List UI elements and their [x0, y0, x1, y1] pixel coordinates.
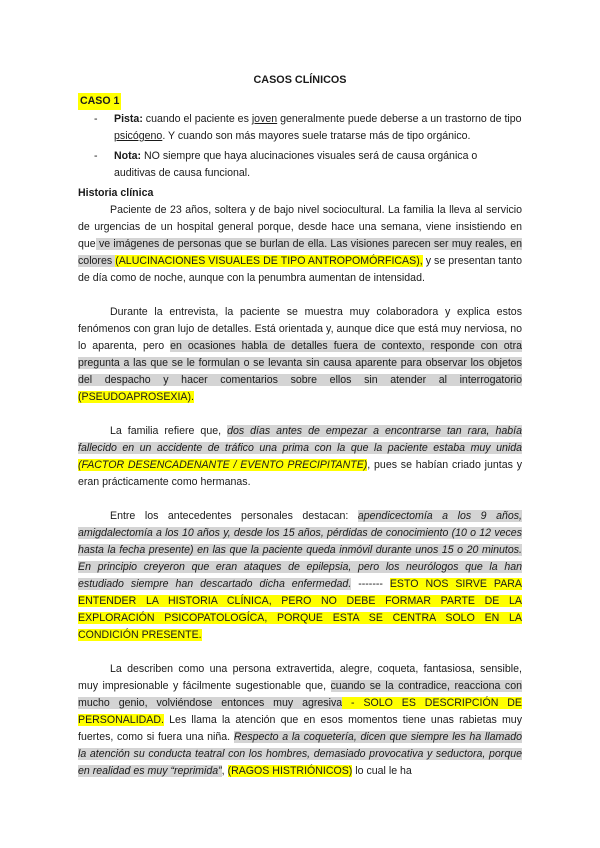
p2-highlight-yellow: (PSEUDOAPROSEXIA).	[78, 391, 194, 403]
p5-text-a: La describen como una persona extravertida, alegre, coqueta, fantasiosa, sensible, muy impresionable y fácilmente sugestionable que,	[78, 663, 522, 692]
spacer	[78, 287, 522, 304]
p1-highlight-gray: ve imágenes de personas que se burlan de ella. Las visiones parecen ser muy reales, en colores	[78, 238, 522, 267]
pista-text-1: cuando el paciente es	[142, 113, 252, 125]
p1-highlight-yellow: (ALUCINACIONES VISUALES DE TIPO ANTROPOMÓRFICAS),	[115, 255, 423, 267]
nota-text: NO siempre que haya alucinaciones visuales será de causa orgánica o auditivas de causa funcional.	[114, 150, 478, 179]
paragraph-4	[78, 508, 522, 644]
paragraph-2	[78, 304, 522, 406]
page-title: CASOS CLÍNICOS	[253, 74, 347, 86]
p3-highlight-yellow-italic: (FACTOR DESENCADENANTE / EVENTO PRECIPITANTE)	[78, 459, 368, 471]
spacer	[78, 644, 522, 661]
p4-highlight-gray-italic: apendicectomía a los 9 años, amigdalectomía a los 10 años y, desde los 15 años, pérdidas de conocimiento (10 o 12 veces hasta la fecha presente) en las que la paciente queda inmóvil durante unos 15 o 20 minutos. En principio creyeron que eran ataques de epilepsia, pero los neurólogos que la han estudiado siempre han descartado dicha enfermedad.	[78, 510, 522, 590]
note-pista	[94, 111, 522, 145]
p1-text-d: y se presentan tanto de día como de noche, aunque con la penumbra aumentan de intensidad.	[78, 255, 522, 284]
p4-separator: -------	[351, 578, 390, 590]
spacer	[78, 491, 522, 508]
pista-text-3: . Y cuando son más mayores suele tratarse más de tipo orgánico.	[162, 130, 471, 142]
paragraph-5	[78, 661, 522, 780]
bullet-dash-icon: -	[94, 150, 98, 162]
paragraph-3	[78, 423, 522, 491]
historia-clinica-heading: Historia clínica	[78, 187, 154, 199]
p5-highlight-gray-italic: Respecto a la coquetería, dicen que siempre les ha llamado la atención su conducta teatral con los hombres, demasiado provocativa y seductora, porque en realidad es muy “reprimida”	[78, 731, 522, 777]
p4-highlight-yellow: ESTO NOS SIRVE PARA ENTENDER LA HISTORIA CLÍNICA, PERO NO DEBE FORMAR PARTE DE LA EXPLORACIÓN PSICOPATOLOGÍCA, PORQUE ESTA SE CENTRA SOLO EN LA CONDICIÓN PRESENTE.	[78, 578, 522, 641]
p3-highlight-gray-italic: dos días antes de empezar a encontrarse tan rara, había fallecido en un accidente de tráfico una prima con la que la paciente estaba muy unida	[78, 425, 522, 454]
p2-text-a: Durante la entrevista, la paciente se muestra muy colaboradora y explica estos fenómenos con gran lujo de detalles. Está orientada y, aunque dice que está muy nerviosa, no lo aparenta, pero	[78, 306, 522, 352]
notes-list	[78, 111, 522, 182]
case-label: CASO 1	[78, 93, 121, 110]
p5-text-h: lo cual le ha	[352, 765, 412, 777]
p2-highlight-gray: en ocasiones habla de detalles fuera de contexto, responde con otra pregunta a las que se le formulan o se levanta sin causa aparente para observar los objetos del despacho y hacer comentarios sobre ellos sin atender al interrogatorio	[78, 340, 522, 386]
note-nota	[94, 148, 522, 182]
spacer	[78, 406, 522, 423]
p5-text-f: ,	[221, 765, 228, 777]
paragraph-1	[78, 202, 522, 287]
p3-text-d: , pues se habían criado juntas y eran prácticamente como hermanas.	[78, 459, 523, 488]
pista-word-joven: joven	[251, 113, 278, 125]
p4-text-a: Entre los antecedentes personales destacan:	[110, 510, 358, 522]
bullet-dash-icon: -	[94, 113, 98, 125]
nota-label: Nota:	[114, 150, 142, 162]
pista-label: Pista:	[114, 113, 143, 125]
p3-text-a: La familia refiere que,	[110, 425, 228, 437]
p5-text-d: Les llama la atención que en esos momentos tiene unas rabietas muy fuertes, como si fuera una niña.	[78, 714, 522, 743]
pista-word-psicogeno: psicógeno	[114, 130, 163, 142]
p5-highlight-gray: cuando se la contradice, reacciona con mucho genio, volviéndose entonces muy agresiva	[78, 680, 522, 709]
p1-text-a: Paciente de 23 años, soltera y de bajo nivel sociocultural. La familia la lleva al servicio de urgencias de un hospital general porque, desde hace una semana, viene insistiendo en que	[78, 204, 522, 250]
p5-highlight-yellow: - SOLO ES DESCRIPCIÓN DE PERSONALIDAD.	[78, 697, 522, 726]
p5-highlight-yellow-2: (RAGOS HISTRIÓNICOS)	[227, 765, 353, 777]
pista-text-2: generalmente puede deberse a un trastorno de tipo	[277, 113, 522, 125]
